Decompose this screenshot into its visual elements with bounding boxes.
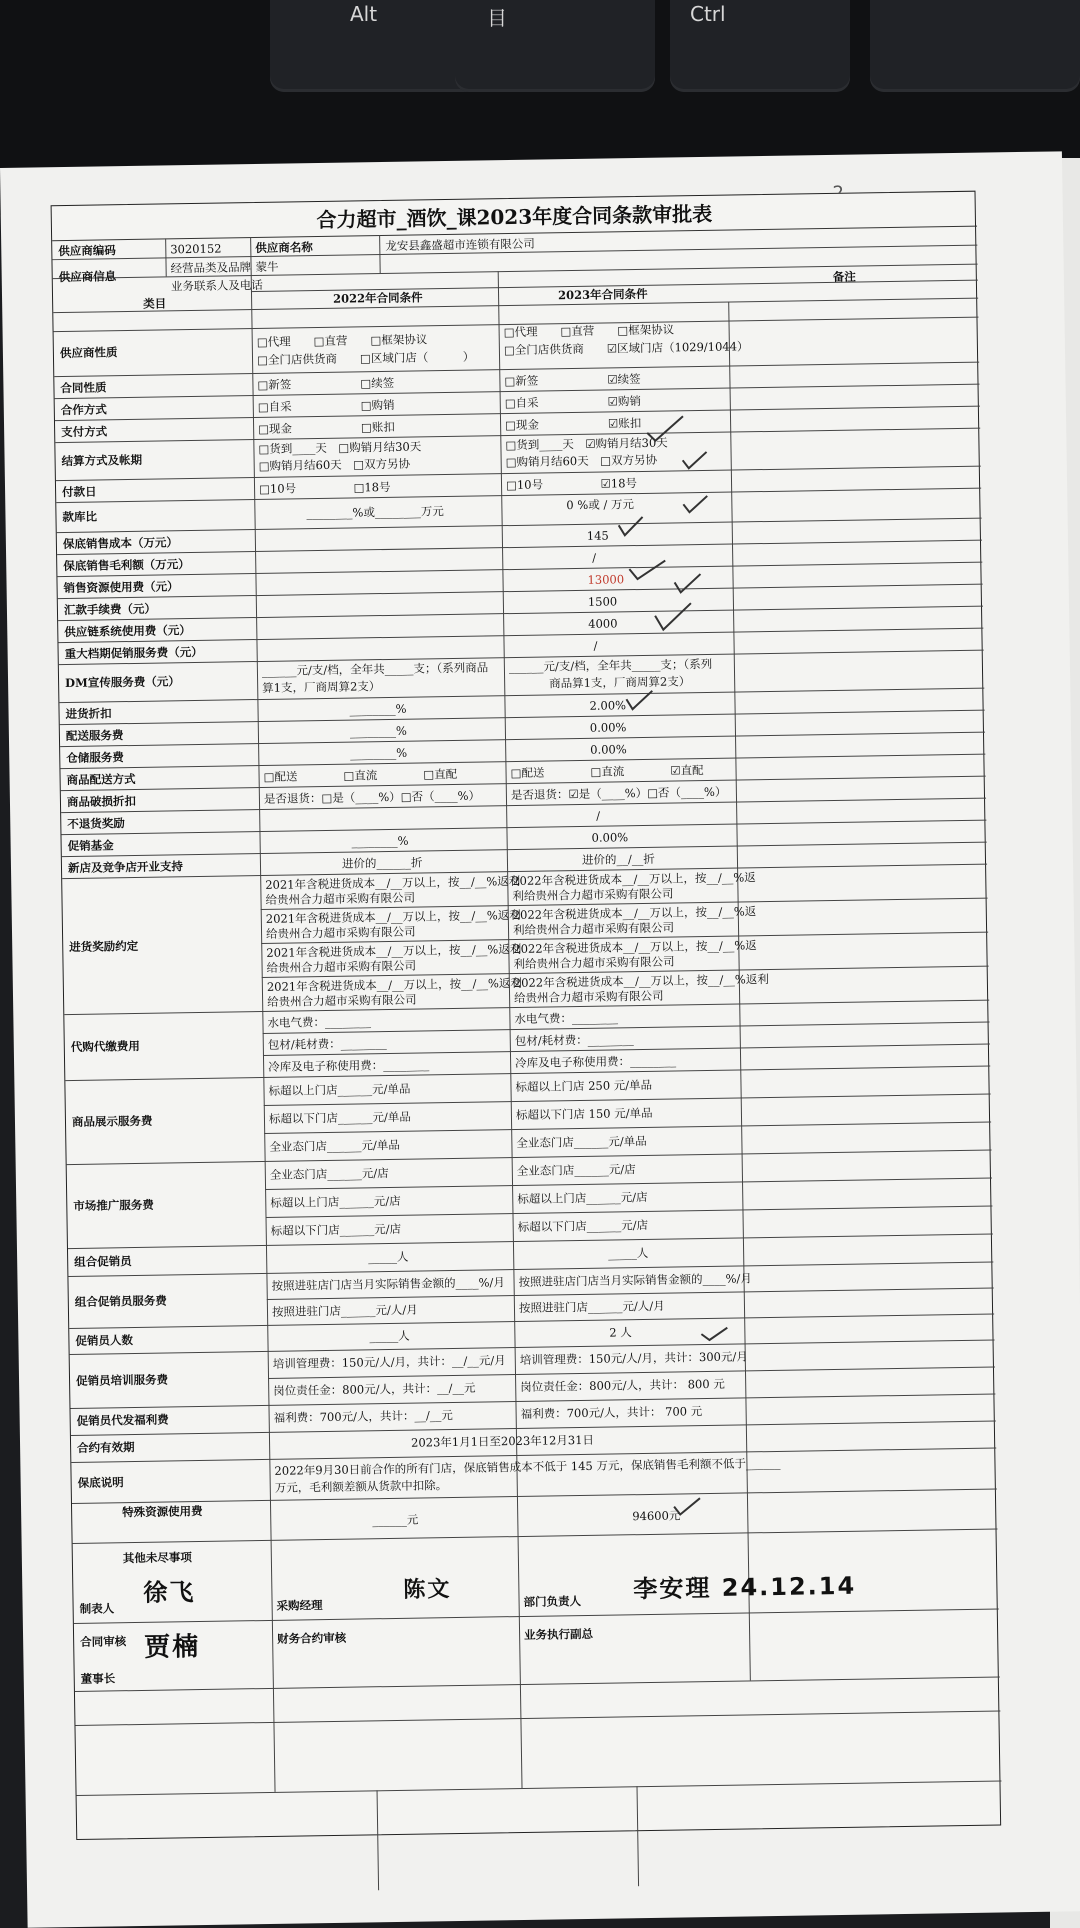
check-mark-icon [653,601,693,632]
special-label: 特殊资源使用费 [122,1503,203,1520]
grid-line [72,1489,997,1505]
grid-line [61,820,986,836]
form-title: 合力超市_酒饮_课2023年度合同条款审批表 [52,194,977,242]
nature-2022-line2: □全门店供货商 □区域门店（ ） [256,349,475,367]
alt-key-label: Alt [350,2,378,26]
check-mark-icon [681,450,709,470]
row-2023: 0 %或 / 万元 [566,497,635,513]
rebate-2023: 利给贵州合力超市采购有限公司 [513,954,675,972]
dm-2022-line2: 算1支，厂商周算2支） [262,679,381,695]
training-label: 促销员培训服务费 [75,1372,169,1388]
row-2022: ________% [349,701,407,717]
grid-line [67,1150,992,1166]
row-label: 保底销售成本（万元） [62,535,179,552]
grid-line [728,302,751,1681]
combo-fee-label: 组合促销员服务费 [74,1293,167,1309]
grid-line [377,1790,380,1890]
rebate-2023: 2022年含税进货成本__/__万以上，按__/__%返 [513,938,757,957]
supplier-code: 3020152 [170,241,222,257]
check-mark-icon [672,1496,702,1516]
grid-line [77,1780,1002,1796]
market-2022: 标超以上门店______元/店 [270,1193,401,1210]
check-mark-icon [627,559,667,582]
combo-fee-2022: 按照进驻门店______元/人/月 [271,1302,418,1319]
row-2023: 13000 [587,572,625,587]
settle-label: 结算方式及帐期 [61,452,143,469]
row-label: 款库比 [62,509,98,525]
row-2023: 0.00% [591,830,629,845]
combo-fee-2022: 按照进驻店门店当月实际销售金额的____%/月 [271,1275,505,1293]
rebate-2022: 2021年含税进货成本__/__万以上，按__/__%返利 [265,907,521,926]
market-label: 市场推广服务费 [73,1197,154,1213]
other-label: 其他未尽事项 [122,1550,192,1566]
period-label: 合约有效期 [77,1440,135,1455]
header-2023: 2023年合同条件 [557,286,648,303]
row-2023: 1500 [587,594,618,609]
row-2023: 是否退货：☑是（____%）□否（____%） [510,784,727,803]
nature-2022-line1: □代理 □直营 □框架协议 [256,332,428,349]
grid-line [73,1528,998,1544]
rebate-2023: 2022年含税进货成本__/__万以上，按__/__%返利 [513,972,769,991]
combo-fee-2023: 按照进驻店门店当月实际销售金额的____%/月 [518,1271,752,1289]
row-label: 支付方式 [61,424,108,440]
display-2023: 标超以上门店 250 元/单品 [515,1077,653,1095]
display-label: 商品展示服务费 [71,1113,153,1129]
special-2022: ______元 [372,1512,419,1528]
ctrl-key [670,0,850,92]
nature-2023-line2: □全门店供货商 ☑区域门店（1029/1044） [503,339,749,358]
dm-label: DM宣传服务费（元） [64,674,180,691]
row-2022: □10号 □18号 [258,479,391,496]
market-2023: 标超以上门店______元/店 [517,1189,648,1207]
contract-signature: 贾楠 [144,1632,201,1663]
promoter-2023: 2 人 [609,1325,632,1340]
guarantee-label: 保底说明 [77,1475,124,1490]
market-2023: 全业态门店______元/店 [516,1162,636,1179]
purchasing-label: 采购经理 [276,1598,323,1613]
row-2022: ________%或________万元 [306,504,444,521]
row-2023: / [596,808,601,823]
grid-line [58,606,983,622]
market-2023: 标超以下门店______元/店 [517,1217,649,1234]
dm-2022-line1: ______元/支/档，全年共_____支；（系列商品 [261,660,489,678]
row-2022: 是否退货：□是（____%）□否（____%） [263,788,481,806]
combo-2022: _____人 [368,1249,409,1265]
agency-2022: 水电气费：________ [267,1014,372,1030]
guarantee-line1: 2022年9月30日前合作的所有门店，保底销售成本不低于 145 万元，保底销售毛利额不低于______ [274,1455,781,1478]
row-2022: ________% [349,723,407,739]
row-2022: □配送 □直流 □直配 [263,766,458,784]
row-label: 促销基金 [67,838,114,854]
welfare-label: 促销员代发福利费 [76,1412,169,1428]
settle-2022-line1: □货到____天 □购销月结30天 [258,439,422,456]
agency-2023: 冷库及电子称使用费：________ [515,1053,677,1071]
rebate-2022: 2021年含税进货成本__/__万以上，按__/__%返利 [266,941,522,960]
dept-signature: 李安理 24.12.14 [633,1571,857,1604]
row-2023: 0.00% [590,742,627,757]
grid-line [57,518,982,534]
check-mark-icon [624,689,654,711]
row-2023: / [593,638,598,653]
paper-sheet [0,151,1080,1927]
nature-label: 供应商性质 [59,345,118,361]
welfare-2023: 福利费：700元/人，共计： 700 元 [520,1404,703,1421]
display-2023: 标超以下门店 150 元/单品 [515,1105,653,1123]
settle-2023-line1: □货到____天 ☑购销月结30天 [505,435,668,453]
check-mark-icon [699,1326,729,1342]
combo-2023: _____人 [608,1245,649,1261]
menu-key [455,0,655,92]
row-2023: □自采 ☑购销 [504,393,642,411]
display-2022: 标超以下门店______元/单品 [268,1109,411,1126]
row-label: 付款日 [61,484,97,500]
header-2022: 2022年合同条件 [332,290,423,306]
contact-label: 业务联系人及电话 [170,277,263,294]
row-label: 重大档期促销服务费（元） [64,644,203,662]
rebate-2022: 2021年含税进货成本__/__万以上，按__/__%返利 [266,975,522,994]
grid-line [74,1608,999,1624]
row-2022: □现金 □账扣 [258,419,395,436]
rebate-2023: 给贵州合力超市采购有限公司 [513,988,664,1006]
row-2022: ________% [350,745,408,761]
rebate-2022: 2021年含税进货成本__/__万以上，按__/__%返利 [265,873,521,892]
grid-line [60,732,985,748]
row-2023: 进价的__/__折 [581,851,655,867]
check-mark-icon [617,515,645,537]
special-2023: 94600元 [632,1508,681,1524]
rebate-2022: 给贵州合力超市采购有限公司 [265,890,416,907]
promoter-2022: _____人 [369,1328,410,1344]
row-label: 商品破损折扣 [66,793,137,810]
supplier-code-label: 供应商编码 [58,243,116,259]
row-2023: 145 [586,528,609,543]
row-label: 合作方式 [60,402,107,418]
promoter-label: 促销员人数 [75,1333,134,1348]
grid-line [636,1786,639,1886]
period-value: 2023年1月1日至2023年12月31日 [410,1432,595,1450]
row-label: 进货折扣 [65,706,112,722]
dm-2023-line1: ______元/支/档，全年共_____支；（系列 [508,656,713,675]
display-2022: 标超以上门店______元/单品 [268,1081,411,1098]
market-2022: 全业态门店______元/店 [269,1166,389,1182]
row-2022: □自采 □购销 [257,397,395,414]
check-mark-icon [681,494,709,514]
brand-label: 经营品类及品牌 [170,260,252,276]
row-label: 保底销售毛利额（万元） [63,557,190,574]
rebate-2023: 利给贵州合力超市采购有限公司 [512,886,674,904]
agency-2022: 包材/耗材费：________ [267,1036,387,1052]
maker-signature: 徐飞 [143,1578,196,1607]
grid-line [58,628,983,644]
row-2023: □现金 ☑账扣 [504,415,642,433]
menu-key-label: 目 [487,6,507,30]
row-label: 汇款手续费（元） [63,601,157,618]
row-2023: □10号 ☑18号 [505,476,638,493]
supplier-name: 龙安县鑫盛超市连锁有限公司 [385,236,535,253]
maker-label: 制表人 [79,1601,115,1616]
grid-line [59,688,984,704]
extra-key [870,0,1080,92]
training-2022: 岗位责任金：800元/人，共计：__/__元 [273,1380,476,1398]
approval-table [51,191,1002,1840]
guarantee-line2: 万元，毛利额差额从货款中扣除。 [274,1478,448,1495]
row-label: 销售资源使用费（元） [63,579,179,596]
grid-line [68,1234,993,1250]
supplier-name-label: 供应商名称 [255,240,313,255]
row-label: 合同性质 [60,380,107,396]
rebate-2022: 给贵州合力超市采购有限公司 [265,924,416,941]
rebate-2023: 2022年含税进货成本__/__万以上，按__/__%返 [512,870,756,889]
training-2023: 岗位责任金：800元/人，共计： 800 元 [520,1376,725,1394]
note-header: 备注 [832,269,856,284]
row-2023: 4000 [588,616,618,631]
row-label: 商品配送方式 [66,771,136,788]
rebate-label: 进货奖励约定 [69,938,139,955]
ctrl-key-label: Ctrl [690,2,726,26]
supplier-info-label: 供应商信息 [58,269,117,285]
display-2023: 全业态门店______元/单品 [516,1133,647,1151]
row-2023: 2.00% [589,698,627,713]
brand-value: 蒙牛 [255,259,279,274]
training-2022: 培训管理费：150元/人/月，共计：__/__元/月 [272,1353,506,1371]
grid-line [53,298,978,314]
row-label: 供应链系统使用费（元） [64,623,191,640]
grid-line [57,562,982,578]
dept-label: 部门负责人 [523,1594,582,1609]
purchasing-signature: 陈文 [403,1577,452,1603]
row-2023: / [592,550,597,565]
nature-2023-line1: □代理 □直营 □框架协议 [503,322,675,340]
row-2023: □新签 ☑续签 [504,371,641,389]
row-2023: □配送 □直流 ☑直配 [510,763,704,781]
agency-label: 代购代缴费用 [70,1038,140,1054]
row-label: 配送服务费 [65,728,124,744]
chair-label: 董事长 [80,1671,116,1686]
grid-line [57,540,982,556]
combo-label: 组合促销员 [74,1254,132,1269]
row-label: 仓储服务费 [66,750,124,766]
row-label: 新店及竞争店开业支持 [67,859,184,876]
display-2022: 全业态门店______元/单品 [269,1137,400,1154]
row-2022: 进价的______折 [341,855,423,871]
rebate-2023: 利给贵州合力超市采购有限公司 [512,920,675,938]
settle-2022-line2: □购销月结60天 □双方另协 [258,456,411,473]
agency-2022: 冷库及电子称使用费：________ [268,1057,430,1074]
grid-line [58,584,983,600]
category-header: 类目 [143,296,167,311]
row-2022: ________% [351,833,409,849]
agency-2023: 包材/耗材费：________ [514,1032,634,1049]
combo-fee-2023: 按照进驻门店______元/人/月 [518,1298,665,1315]
market-2022: 标超以下门店______元/店 [270,1221,402,1238]
check-mark-icon [672,572,702,594]
row-label: 不退货奖励 [67,816,125,832]
rebate-2022: 给贵州合力超市采购有限公司 [266,958,417,975]
finance-label: 财务合约审核 [277,1630,347,1646]
contract-label: 合同审核 [80,1634,127,1649]
rebate-2022: 给贵州合力超市采购有限公司 [267,992,417,1009]
vp-label: 业务执行副总 [523,1626,594,1642]
rebate-2023: 2022年含税进货成本__/__万以上，按__/__%返 [512,904,757,923]
grid-line [60,710,985,726]
grid-line [75,1676,1000,1692]
dm-2023-line2: 商品算1支，厂商周算2支） [549,674,691,691]
grid-line [69,1314,994,1330]
grid-line [62,842,987,858]
training-2023: 培训管理费：150元/人/月，共计：300元/月 [519,1349,748,1367]
settle-2023-line2: □购销月结60天 □双方另协 [505,452,658,470]
check-mark-icon [645,414,685,445]
welfare-2022: 福利费：700元/人，共计：__/__元 [273,1408,453,1425]
agency-2023: 水电气费：________ [514,1010,619,1027]
grid-line [75,1710,1000,1726]
row-2023: 0.00% [589,720,627,735]
row-2022: □新签 □续签 [257,375,395,392]
